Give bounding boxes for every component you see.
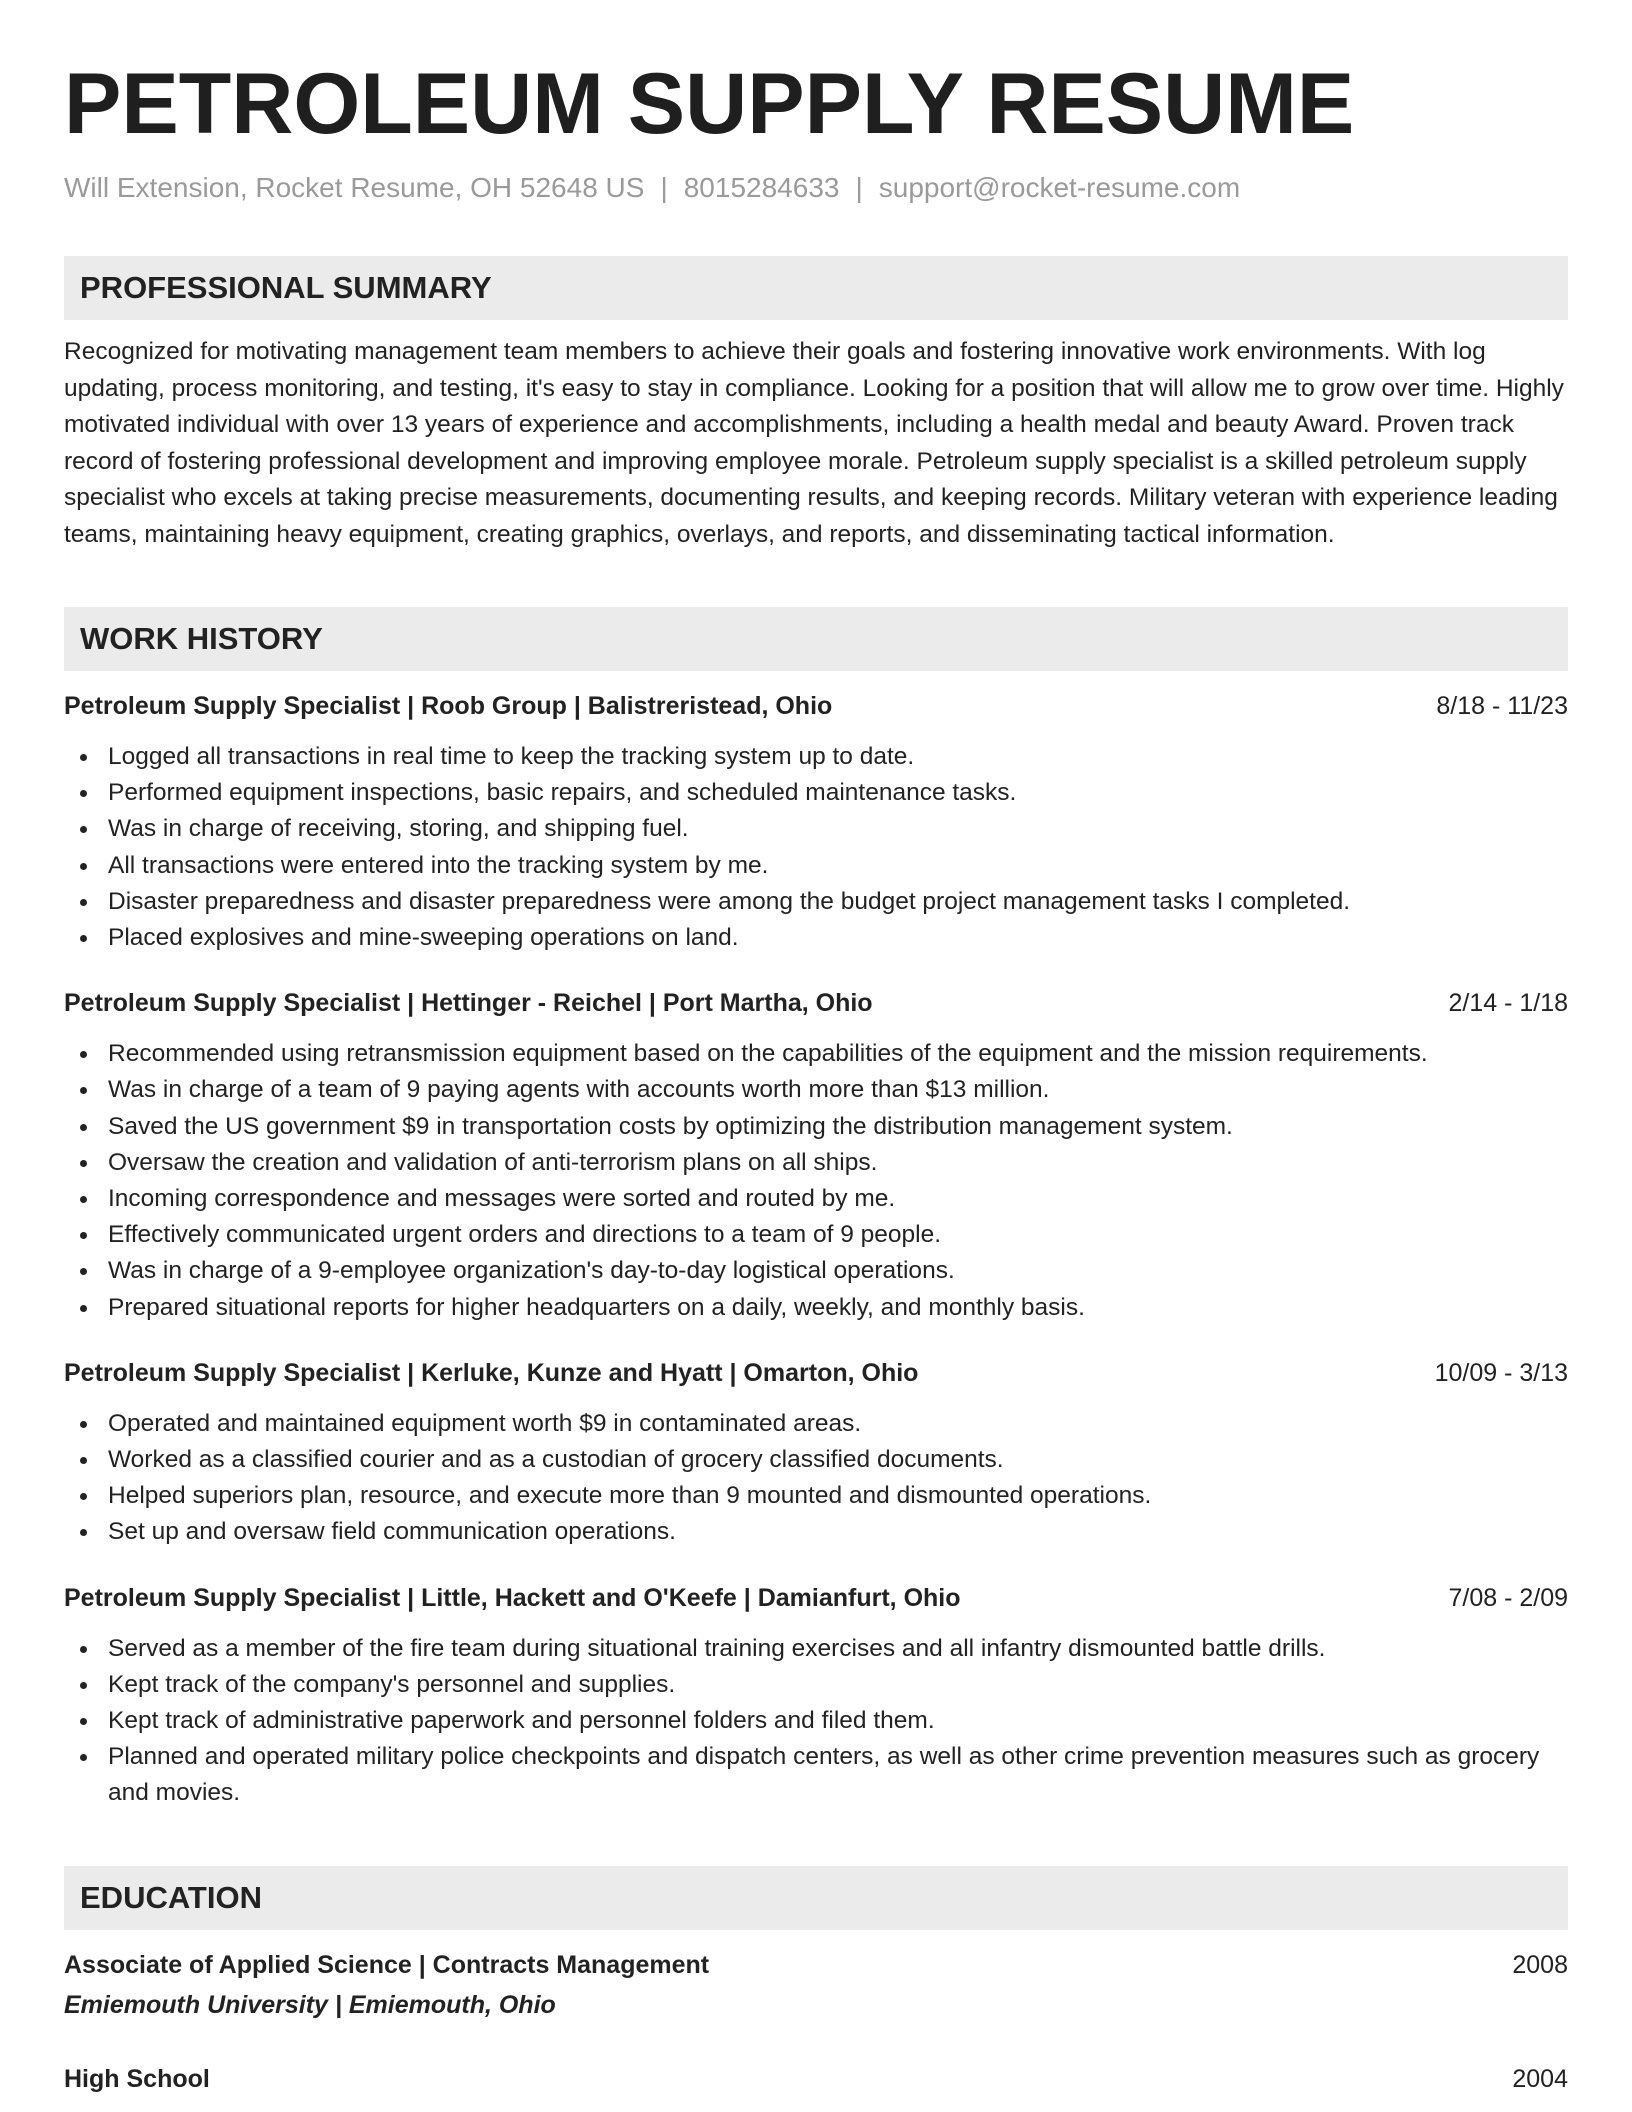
job-bullet: Saved the US government $9 in transportation costs by optimizing the distribution management system. [64, 1109, 1568, 1145]
job-header [64, 1356, 1568, 1390]
job-bullet: Kept track of administrative paperwork and personnel folders and filed them. [64, 1703, 1568, 1739]
education-degree: High School [64, 2064, 210, 2093]
job-bullet: Prepared situational reports for higher headquarters on a daily, weekly, and monthly basis. [64, 1290, 1568, 1326]
contact-address: Will Extension, Rocket Resume, OH 52648 US [64, 172, 645, 203]
job-entry [64, 1581, 1568, 1812]
contact-separator: | [660, 172, 668, 203]
job-header [64, 1581, 1568, 1615]
job-bullet-list [64, 1036, 1568, 1326]
job-bullet: Served as a member of the fire team during situational training exercises and all infantry dismounted battle drills. [64, 1631, 1568, 1667]
job-bullet: Recommended using retransmission equipment based on the capabilities of the equipment and the mission requirements. [64, 1036, 1568, 1072]
contact-separator: | [855, 172, 863, 203]
job-header [64, 689, 1568, 723]
education-year: 2008 [1512, 1950, 1568, 1979]
job-entry [64, 986, 1568, 1326]
job-bullet: Was in charge of a 9-employee organization's day-to-day logistical operations. [64, 1253, 1568, 1289]
job-title: Petroleum Supply Specialist | Roob Group | Balistreristead, Ohio [64, 692, 833, 720]
job-bullet: Worked as a classified courier and as a custodian of grocery classified documents. [64, 1442, 1568, 1478]
education-entry [64, 1948, 1568, 2022]
job-bullet: Was in charge of receiving, storing, and shipping fuel. [64, 811, 1568, 847]
resume-title: PETROLEUM SUPPLY RESUME [64, 56, 1355, 152]
job-bullet: Placed explosives and mine-sweeping operations on land. [64, 920, 1568, 956]
job-title: Petroleum Supply Specialist | Hettinger - Reichel | Port Martha, Ohio [64, 989, 873, 1018]
education-header [64, 1948, 1568, 1982]
job-bullet: Planned and operated military police checkpoints and dispatch centers, as well as other crime prevention measures such as grocery and movies. [64, 1739, 1568, 1811]
section-header-education: EDUCATION [64, 1866, 1568, 1930]
job-bullet: Logged all transactions in real time to keep the tracking system up to date. [64, 739, 1568, 775]
job-bullet: Operated and maintained equipment worth $9 in contaminated areas. [64, 1406, 1568, 1442]
job-bullet: Performed equipment inspections, basic repairs, and scheduled maintenance tasks. [64, 775, 1568, 811]
job-bullet: Effectively communicated urgent orders and directions to a team of 9 people. [64, 1217, 1568, 1253]
job-bullet: Incoming correspondence and messages were sorted and routed by me. [64, 1181, 1568, 1217]
job-dates: 8/18 - 11/23 [1436, 692, 1568, 720]
job-bullet: Was in charge of a team of 9 paying agents with accounts worth more than $13 million. [64, 1072, 1568, 1108]
education-entry [64, 2062, 1568, 2096]
contact-email: support@rocket-resume.com [878, 172, 1241, 203]
work-history-list [64, 689, 1568, 1812]
job-dates: 2/14 - 1/18 [1448, 989, 1568, 1018]
job-entry [64, 1356, 1568, 1551]
contact-phone: 8015284633 [683, 172, 840, 203]
education-list [64, 1948, 1568, 2096]
job-bullet: Kept track of the company's personnel and supplies. [64, 1667, 1568, 1703]
education-year: 2004 [1512, 2064, 1568, 2093]
job-bullet: Oversaw the creation and validation of anti-terrorism plans on all ships. [64, 1145, 1568, 1181]
job-bullet: Set up and oversaw field communication operations. [64, 1514, 1568, 1550]
job-title: Petroleum Supply Specialist | Kerluke, Kunze and Hyatt | Omarton, Ohio [64, 1358, 919, 1387]
job-entry [64, 689, 1568, 956]
job-bullet-list [64, 739, 1568, 956]
education-degree: Associate of Applied Science | Contracts Management [64, 1950, 710, 1979]
contact-line [64, 170, 1568, 206]
summary-text: Recognized for motivating management team members to achieve their goals and fostering innovative work environments. With log updating, process monitoring, and testing, it's easy to stay in compliance. Looking for a position that will allow me to grow over time. Highly motivated individual with over 13 years of experience and accomplishments, including a health medal and beauty Award. Proven track record of fostering professional development and improving employee morale. Petroleum supply specialist is a skilled petroleum supply specialist who excels at taking precise measurements, documenting results, and keeping records. Military veteran with experience leading teams, maintaining heavy equipment, creating graphics, overlays, and reports, and disseminating tactical information. [64, 338, 1564, 548]
section-header-summary: PROFESSIONAL SUMMARY [64, 256, 1568, 320]
job-header [64, 986, 1568, 1020]
job-dates: 10/09 - 3/13 [1434, 1358, 1568, 1387]
job-bullet: Helped superiors plan, resource, and execute more than 9 mounted and dismounted operations. [64, 1478, 1568, 1514]
education-school: Emiemouth University | Emiemouth, Ohio [64, 1990, 556, 2019]
job-dates: 7/08 - 2/09 [1448, 1583, 1568, 1612]
job-bullet: All transactions were entered into the tracking system by me. [64, 848, 1568, 884]
education-header [64, 2062, 1568, 2096]
job-bullet: Disaster preparedness and disaster preparedness were among the budget project management tasks I completed. [64, 884, 1568, 920]
job-title: Petroleum Supply Specialist | Little, Hackett and O'Keefe | Damianfurt, Ohio [64, 1583, 961, 1612]
section-header-work-history: WORK HISTORY [64, 607, 1568, 671]
job-bullet-list [64, 1406, 1568, 1551]
job-bullet-list [64, 1631, 1568, 1812]
